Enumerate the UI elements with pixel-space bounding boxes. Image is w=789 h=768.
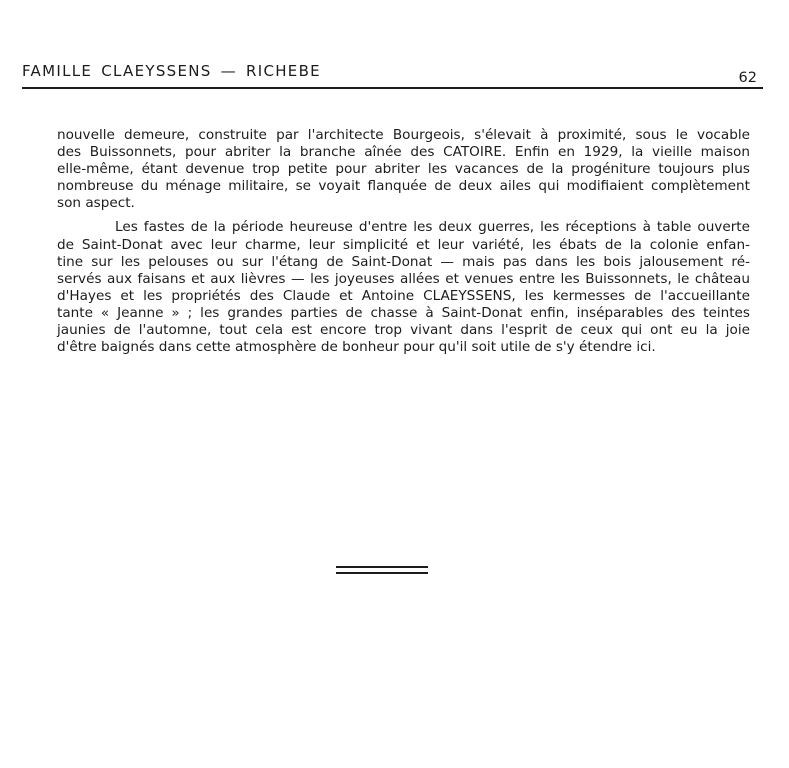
ornament-rule-bottom <box>336 572 428 574</box>
body-text <box>57 127 750 356</box>
text-line: d'Hayes et les propriétés des Claude et Antoine CLAEYSSENS, les kermesses de l'accueillante <box>57 287 750 304</box>
text-line: tante « Jeanne » ; les grandes parties de chasse à Saint-Donat enfin, inséparables des teintes <box>57 304 750 321</box>
text-line: nombreuse du ménage militaire, se voyait flanquée de deux ailes qui modifiaient complètement <box>57 178 750 195</box>
text-line: nouvelle demeure, construite par l'architecte Bourgeois, s'élevait à proximité, sous le vocable <box>57 127 750 143</box>
text-line: servés aux faisans et aux lièvres — les joyeuses allées et venues entre les Buissonnets, le château <box>57 270 750 287</box>
header-rule <box>22 87 763 89</box>
ornament-rule-top <box>336 566 428 568</box>
page-number: 62 <box>738 70 757 86</box>
text-line: son aspect. <box>57 195 135 212</box>
header-title: FAMILLE CLAEYSSENS — RICHEBE <box>22 62 321 80</box>
text-line: elle-même, étant devenue trop petite pour abriter les vacances de la progéniture toujours plus <box>57 161 750 178</box>
text-line: Les fastes de la période heureuse d'entre les deux guerres, les réceptions à table ouverte <box>115 219 750 236</box>
text-line: jaunies de l'automne, tout cela est encore trop vivant dans l'esprit de ceux qui ont eu la joie <box>57 322 750 339</box>
paragraph-1 <box>57 127 750 212</box>
text-line: tine sur les pelouses ou sur l'étang de Saint-Donat — mais pas dans les bois jalousement ré- <box>57 253 750 270</box>
text-line: d'être baignés dans cette atmosphère de bonheur pour qu'il soit utile de s'y étendre ici. <box>57 339 656 356</box>
running-header <box>22 62 763 92</box>
end-ornament <box>336 566 428 576</box>
text-line: des Buissonnets, pour abriter la branche aînée des CATOIRE. Enfin en 1929, la vieille maison <box>57 144 750 161</box>
paragraph-2 <box>57 219 750 356</box>
text-line: de Saint-Donat avec leur charme, leur simplicité et leur variété, les ébats de la colonie enfan- <box>57 236 750 253</box>
